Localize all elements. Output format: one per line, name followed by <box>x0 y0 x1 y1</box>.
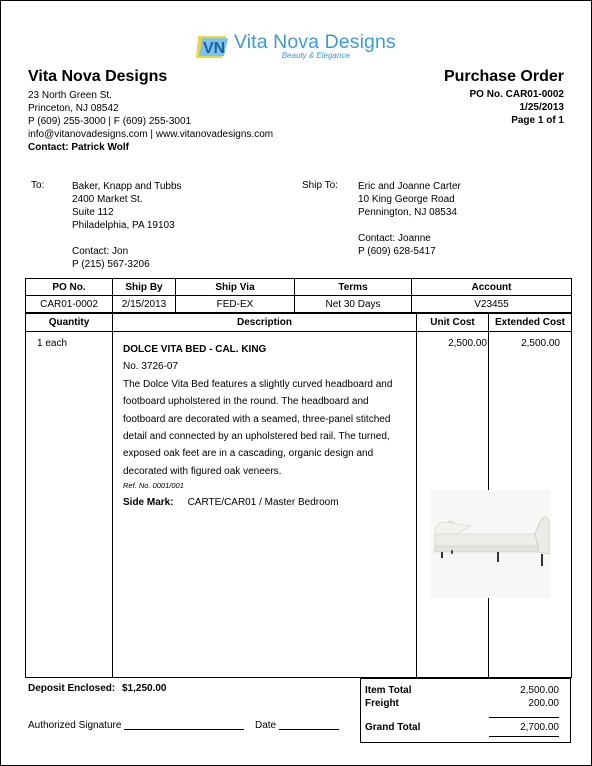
company-name: Vita Nova Designs <box>28 68 168 85</box>
column-divider <box>112 314 113 677</box>
signature-date <box>255 720 339 731</box>
authorized-signature <box>28 720 244 731</box>
deposit-label: Deposit Enclosed: <box>28 683 116 694</box>
po-date: 1/25/2013 <box>519 102 564 113</box>
company-phone: P (609) 255-3000 | F (609) 255-3001 <box>28 116 192 127</box>
cell-account: V23455 <box>412 296 572 313</box>
grand-total-value: 2,700.00 <box>520 722 559 733</box>
header-quantity: Quantity <box>48 317 90 328</box>
signature-label: Authorized Signature <box>28 720 122 731</box>
totals-divider <box>489 717 559 718</box>
deposit-value: $1,250.00 <box>122 683 167 694</box>
items-header-row <box>26 314 571 332</box>
freight-label: Freight <box>365 698 399 709</box>
to-phone: P (215) 567-3206 <box>72 259 150 270</box>
item-ref: Ref. No. 0001/001 <box>123 481 184 491</box>
po-title: Purchase Order <box>443 68 564 85</box>
item-description-block <box>123 341 413 512</box>
ship-to-label: Ship To: <box>302 180 338 191</box>
item-extended-cost: 2,500.00 <box>521 338 560 349</box>
date-line <box>279 729 339 730</box>
item-title: DOLCE VITA BED - CAL. KING <box>123 344 267 355</box>
item-total-label: Item Total <box>365 685 412 696</box>
company-contact: Contact: Patrick Wolf <box>28 142 129 153</box>
side-mark-value: CARTE/CAR01 / Master Bedroom <box>187 497 339 509</box>
cell-terms: Net 30 Days <box>295 296 412 313</box>
signature-line <box>124 729 244 730</box>
column-divider <box>416 314 417 677</box>
grand-total-label: Grand Total <box>365 722 421 733</box>
logo-name: Vita Nova Designs <box>234 31 396 53</box>
bed-product-image <box>431 490 551 598</box>
ship-to-line: Pennington, NJ 08534 <box>358 207 457 218</box>
header-po-no: PO No. <box>26 279 113 296</box>
header-ship-via: Ship Via <box>176 279 295 296</box>
items-table <box>25 313 572 678</box>
side-mark-label: Side Mark: <box>123 497 174 509</box>
header-extended-cost: Extended Cost <box>494 317 565 328</box>
svg-text:VN: VN <box>203 40 226 57</box>
item-side-mark <box>123 494 413 511</box>
item-total-value: 2,500.00 <box>520 685 559 696</box>
cell-ship-via: FED-EX <box>176 296 295 313</box>
logo <box>196 29 396 63</box>
header-account: Account <box>412 279 572 296</box>
totals-box <box>360 678 571 743</box>
item-unit-cost: 2,500.00 <box>448 338 487 349</box>
company-city: Princeton, NJ 08542 <box>28 103 119 114</box>
grand-total-underline <box>489 736 559 737</box>
order-info-table <box>25 278 572 313</box>
to-line: Suite 112 <box>72 207 114 218</box>
header-description: Description <box>236 317 292 328</box>
to-contact: Contact: Jon <box>72 246 129 257</box>
ship-to-contact: Contact: Joanne <box>358 233 431 244</box>
freight-value: 200.00 <box>528 698 559 709</box>
header-ship-by: Ship By <box>113 279 176 296</box>
item-number: No. 3726-07 <box>123 361 179 373</box>
to-line: Baker, Knapp and Tubbs <box>72 181 182 192</box>
header-unit-cost: Unit Cost <box>430 317 475 328</box>
ship-to-line: Eric and Joanne Carter <box>358 181 461 192</box>
date-label: Date <box>255 720 277 731</box>
item-description: The Dolce Vita Bed features a slightly curved headboard and footboard upholstered in the round. The headboard and footboard are decorated with a seamed, three-panel stitched detail and connected by an upholstered bed rail. The turned, exposed oak feet are in a cascading, organic design and decorated with figured oak veneers. <box>123 378 393 477</box>
to-line: Philadelphia, PA 19103 <box>72 220 175 231</box>
company-contact-info: info@vitanovadesigns.com | www.vitanovadesigns.com <box>28 129 274 140</box>
ship-to-line: 10 King George Road <box>358 194 455 205</box>
po-number: PO No. CAR01-0002 <box>469 89 564 100</box>
item-quantity: 1 each <box>37 338 68 349</box>
po-page: Page 1 of 1 <box>511 115 564 126</box>
company-street: 23 North Green St. <box>28 90 112 101</box>
ship-to-phone: P (609) 628-5417 <box>358 246 436 257</box>
cell-po-no: CAR01-0002 <box>26 296 113 313</box>
to-label: To: <box>31 180 45 191</box>
logo-tagline: Beauty & Elegance <box>281 51 350 60</box>
cell-ship-by: 2/15/2013 <box>113 296 176 313</box>
vn-logo-icon <box>196 32 232 60</box>
header-terms: Terms <box>295 279 412 296</box>
to-line: 2400 Market St. <box>72 194 143 205</box>
